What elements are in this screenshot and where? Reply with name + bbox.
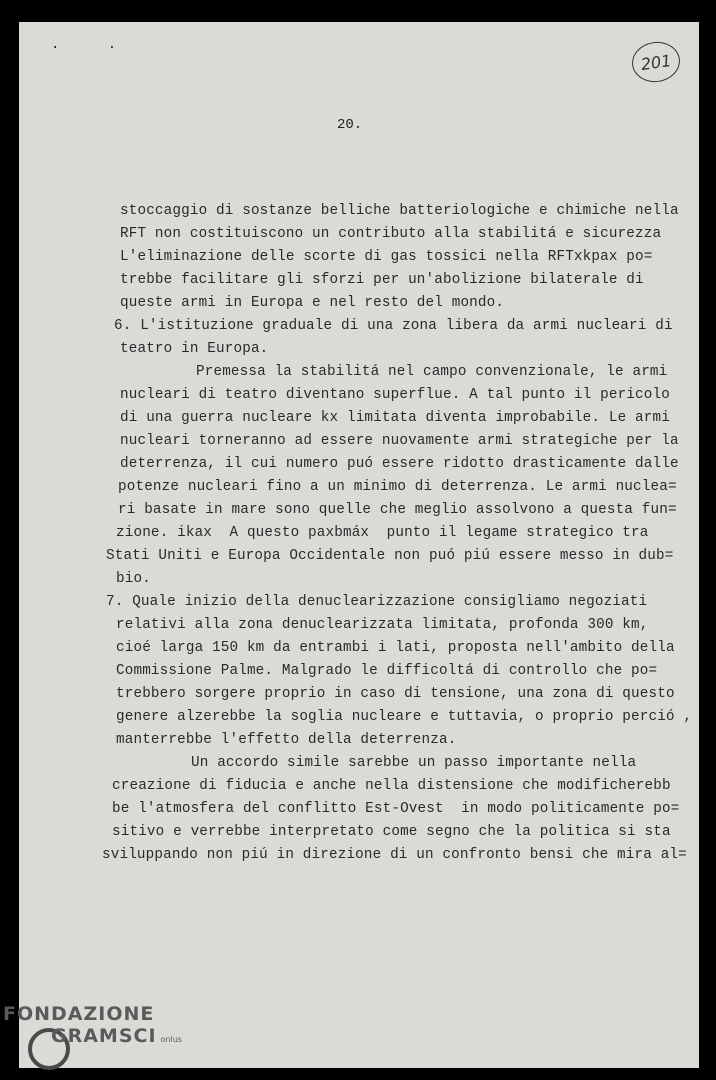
text-line: queste armi in Europa e nel resto del mondo. bbox=[120, 295, 505, 311]
watermark bbox=[3, 1003, 182, 1051]
watermark-line1: FONDAZIONE bbox=[3, 1003, 155, 1025]
text-line: deterrenza, il cui numero puó essere ridotto drasticamente dalle bbox=[120, 456, 679, 472]
text-line: teatro in Europa. bbox=[120, 341, 269, 357]
text-line: cioé larga 150 km da entrambi i lati, proposta nell'ambito della bbox=[116, 640, 675, 656]
text-line: sviluppando non piú in direzione di un confronto bensi che mira al= bbox=[102, 847, 687, 863]
text-line: trebbe facilitare gli sforzi per un'abolizione bilaterale di bbox=[120, 272, 644, 288]
text-line: Un accordo simile sarebbe un passo importante nella bbox=[191, 755, 637, 771]
text-line: manterrebbe l'effetto della deterrenza. bbox=[116, 732, 457, 748]
text-line: sitivo e verrebbe interpretato come segno che la politica si sta bbox=[112, 824, 671, 840]
watermark-sub: onlus bbox=[160, 1035, 182, 1044]
text-line: 6. L'istituzione graduale di una zona libera da armi nucleari di bbox=[114, 318, 673, 334]
text-line: di una guerra nucleare kx limitata diventa improbabile. Le armi bbox=[120, 410, 670, 426]
text-line: relativi alla zona denuclearizzata limitata, profonda 300 km, bbox=[116, 617, 649, 633]
text-line: ri basate in mare sono quelle che meglio assolvono a questa fun= bbox=[118, 502, 677, 518]
text-line: creazione di fiducia e anche nella distensione che modificherebb bbox=[112, 778, 671, 794]
text-line: bio. bbox=[116, 571, 151, 587]
text-line: trebbero sorgere proprio in caso di tensione, una zona di questo bbox=[116, 686, 675, 702]
page-number: 20. bbox=[337, 117, 363, 133]
text-line: Commissione Palme. Malgrado le difficoltá di controllo che po= bbox=[116, 663, 658, 679]
text-line: Stati Uniti e Europa Occidentale non puó piú essere messo in dub= bbox=[106, 548, 674, 564]
page-marks: · · bbox=[51, 40, 137, 56]
text-line: be l'atmosfera del conflitto Est-Ovest in modo politicamente po= bbox=[112, 801, 680, 817]
document-page bbox=[19, 22, 699, 1068]
text-line: RFT non costituiscono un contributo alla stabilitá e sicurezza bbox=[120, 226, 662, 242]
text-line: genere alzerebbe la soglia nucleare e tuttavia, o proprio perció , bbox=[116, 709, 693, 725]
text-line: nucleari torneranno ad essere nuovamente armi strategiche per la bbox=[120, 433, 679, 449]
text-line: 7. Quale inizio della denuclearizzazione consigliamo negoziati bbox=[106, 594, 648, 610]
archive-stamp: 201 bbox=[629, 39, 682, 85]
text-line: L'eliminazione delle scorte di gas tossici nella RFTxkpax po= bbox=[120, 249, 653, 265]
text-line: stoccaggio di sostanze belliche batteriologiche e chimiche nella bbox=[120, 203, 679, 219]
watermark-line2: GRAMSCI onlus bbox=[51, 1025, 182, 1047]
text-line: Premessa la stabilitá nel campo convenzionale, le armi bbox=[196, 364, 668, 380]
text-line: zione. ikax A questo paxbmáx punto il legame strategico tra bbox=[116, 525, 649, 541]
text-line: potenze nucleari fino a un minimo di deterrenza. Le armi nuclea= bbox=[118, 479, 677, 495]
text-line: nucleari di teatro diventano superflue. A tal punto il pericolo bbox=[120, 387, 670, 403]
